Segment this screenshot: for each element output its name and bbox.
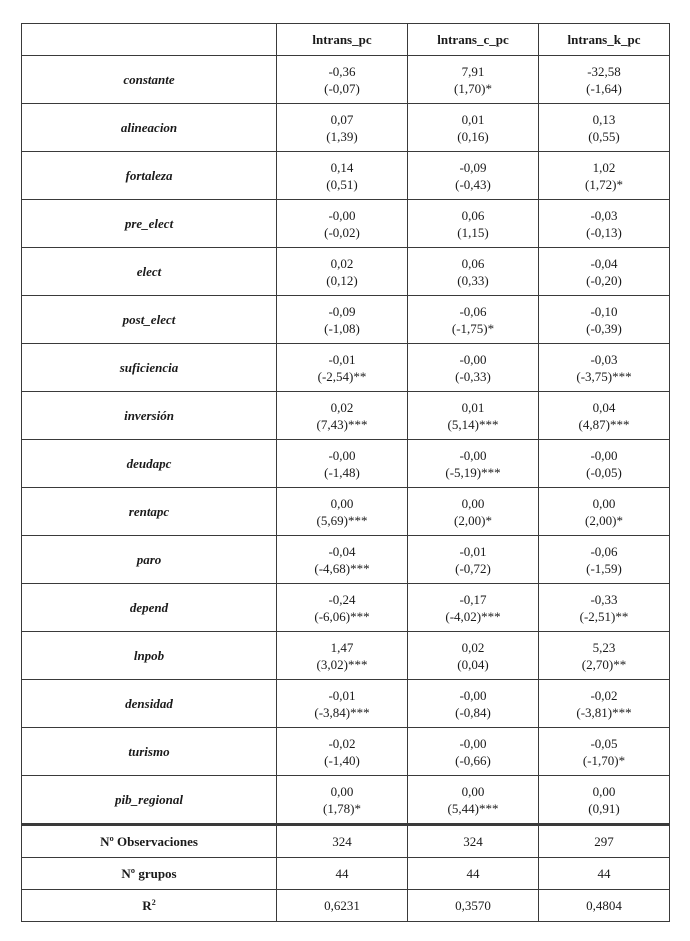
- coefficient-cell: [539, 152, 670, 200]
- coefficient-cell: [408, 440, 539, 488]
- coefficient-cell: [539, 200, 670, 248]
- coefficient-cell: [539, 392, 670, 440]
- r-squared-base: R: [142, 898, 152, 913]
- r-squared-exponent: 2: [151, 898, 156, 907]
- coefficient-cell: [408, 392, 539, 440]
- coefficient-cell: [277, 296, 408, 344]
- t-statistic: (5,44)***: [447, 800, 499, 816]
- column-header-lntrans-pc: lntrans_pc: [277, 24, 408, 56]
- t-statistic: (0,16): [457, 128, 489, 144]
- t-statistic: (1,70)*: [454, 80, 492, 96]
- t-statistic: (-0,13): [586, 224, 622, 240]
- table-row: [22, 584, 670, 632]
- regression-results-table: [21, 23, 670, 922]
- table-row: [22, 56, 670, 104]
- header-corner-cell: [22, 24, 277, 56]
- t-statistic: (-2,54)**: [317, 368, 367, 384]
- coefficient-value: -0,00: [459, 735, 487, 751]
- coefficient-value: -0,36: [328, 63, 356, 79]
- coefficient-value: -0,33: [590, 591, 618, 607]
- coefficient-value: 0,13: [592, 111, 616, 127]
- coefficient-cell: [277, 728, 408, 776]
- coefficient-cell: [539, 488, 670, 536]
- coefficient-cell: [408, 200, 539, 248]
- table-row: [22, 776, 670, 825]
- coefficient-value: -0,01: [459, 543, 487, 559]
- t-statistic: (2,00)*: [454, 512, 492, 528]
- t-statistic: (5,14)***: [447, 416, 499, 432]
- coefficient-value: -0,00: [459, 447, 487, 463]
- coefficient-cell: [408, 104, 539, 152]
- t-statistic: (-1,48): [324, 464, 360, 480]
- coefficient-value: 0,00: [330, 495, 354, 511]
- coefficient-cell: [539, 248, 670, 296]
- stats-value: 44: [539, 858, 670, 890]
- coefficient-value: -0,03: [590, 351, 618, 367]
- t-statistic: (-0,05): [586, 464, 622, 480]
- coefficient-cell: [408, 536, 539, 584]
- variable-name: turismo: [22, 728, 277, 776]
- coefficient-cell: [539, 344, 670, 392]
- t-statistic: (1,39): [326, 128, 358, 144]
- coefficient-cell: [408, 776, 539, 825]
- t-statistic: (-1,59): [586, 560, 622, 576]
- stats-row-observations: [22, 825, 670, 858]
- coefficient-value: 0,00: [592, 495, 616, 511]
- coefficient-value: -32,58: [587, 63, 621, 79]
- t-statistic: (-5,19)***: [445, 464, 501, 480]
- coefficient-cell: [277, 632, 408, 680]
- t-statistic: (1,78)*: [323, 800, 361, 816]
- t-statistic: (-0,33): [455, 368, 491, 384]
- variable-name: depend: [22, 584, 277, 632]
- coefficient-value: 0,00: [461, 495, 485, 511]
- t-statistic: (0,33): [457, 272, 489, 288]
- coefficient-value: -0,04: [328, 543, 356, 559]
- t-statistic: (-1,40): [324, 752, 360, 768]
- t-statistic: (-0,39): [586, 320, 622, 336]
- coefficient-value: -0,06: [459, 303, 487, 319]
- coefficient-value: 0,06: [461, 207, 485, 223]
- variable-name: constante: [22, 56, 277, 104]
- variable-name: alineacion: [22, 104, 277, 152]
- coefficient-value: -0,09: [328, 303, 356, 319]
- coefficient-value: -0,00: [590, 447, 618, 463]
- t-statistic: (5,69)***: [316, 512, 368, 528]
- variable-name: pre_elect: [22, 200, 277, 248]
- coefficient-cell: [277, 104, 408, 152]
- variable-name: pib_regional: [22, 776, 277, 825]
- t-statistic: (-1,70)*: [582, 752, 626, 768]
- coefficient-value: -0,02: [590, 687, 618, 703]
- coefficient-value: 0,04: [592, 399, 616, 415]
- coefficient-value: -0,04: [590, 255, 618, 271]
- coefficient-value: 0,00: [461, 783, 485, 799]
- stats-value: 44: [408, 858, 539, 890]
- coefficient-value: -0,03: [590, 207, 618, 223]
- t-statistic: (0,55): [588, 128, 620, 144]
- coefficient-value: -0,00: [459, 351, 487, 367]
- table-row: [22, 488, 670, 536]
- table-row: [22, 248, 670, 296]
- coefficient-cell: [277, 536, 408, 584]
- coefficient-cell: [539, 632, 670, 680]
- column-header-lntrans-k-pc: lntrans_k_pc: [539, 24, 670, 56]
- coefficient-value: -0,24: [328, 591, 356, 607]
- t-statistic: (0,12): [326, 272, 358, 288]
- t-statistic: (7,43)***: [316, 416, 368, 432]
- stats-value: 0,3570: [408, 890, 539, 922]
- t-statistic: (-0,07): [324, 80, 360, 96]
- coefficient-cell: [539, 296, 670, 344]
- coefficient-cell: [277, 584, 408, 632]
- t-statistic: (-0,02): [324, 224, 360, 240]
- coefficient-cell: [408, 488, 539, 536]
- coefficient-value: 5,23: [592, 639, 616, 655]
- stats-label: Nº grupos: [22, 858, 277, 890]
- variable-name: fortaleza: [22, 152, 277, 200]
- t-statistic: (-1,75)*: [451, 320, 495, 336]
- table-row: [22, 392, 670, 440]
- coefficient-value: 0,00: [592, 783, 616, 799]
- coefficient-value: 0,14: [330, 159, 354, 175]
- coefficient-value: 0,01: [461, 111, 485, 127]
- coefficient-cell: [408, 632, 539, 680]
- t-statistic: (-3,81)***: [576, 704, 632, 720]
- coefficient-value: -0,00: [459, 687, 487, 703]
- stats-value: 297: [539, 825, 670, 858]
- coefficient-cell: [408, 56, 539, 104]
- coefficient-value: 0,02: [461, 639, 485, 655]
- coefficient-value: 1,47: [330, 639, 354, 655]
- coefficient-cell: [539, 680, 670, 728]
- coefficient-cell: [277, 680, 408, 728]
- t-statistic: (-3,75)***: [576, 368, 632, 384]
- stats-value: 324: [277, 825, 408, 858]
- t-statistic: (3,02)***: [316, 656, 368, 672]
- coefficient-cell: [539, 584, 670, 632]
- coefficient-cell: [408, 344, 539, 392]
- t-statistic: (1,72)*: [585, 176, 623, 192]
- t-statistic: (-0,84): [455, 704, 491, 720]
- coefficient-cell: [539, 776, 670, 825]
- column-header-lntrans-c-pc: lntrans_c_pc: [408, 24, 539, 56]
- stats-value: 44: [277, 858, 408, 890]
- coefficient-value: -0,05: [590, 735, 618, 751]
- coefficient-cell: [408, 152, 539, 200]
- coefficient-value: -0,01: [328, 351, 356, 367]
- coefficient-value: 0,00: [330, 783, 354, 799]
- table-row: [22, 200, 670, 248]
- header-row: [22, 24, 670, 56]
- coefficient-rows: [22, 56, 670, 825]
- variable-name: suficiencia: [22, 344, 277, 392]
- coefficient-value: 1,02: [592, 159, 616, 175]
- t-statistic: (4,87)***: [578, 416, 630, 432]
- t-statistic: (0,91): [588, 800, 620, 816]
- stats-row-r-squared: [22, 890, 670, 922]
- coefficient-value: -0,10: [590, 303, 618, 319]
- stats-row-groups: [22, 858, 670, 890]
- variable-name: deudapc: [22, 440, 277, 488]
- t-statistic: (2,70)**: [581, 656, 627, 672]
- coefficient-value: -0,06: [590, 543, 618, 559]
- table-row: [22, 632, 670, 680]
- t-statistic: (-1,08): [324, 320, 360, 336]
- variable-name: rentapc: [22, 488, 277, 536]
- table-row: [22, 152, 670, 200]
- coefficient-value: -0,17: [459, 591, 487, 607]
- coefficient-value: 0,07: [330, 111, 354, 127]
- coefficient-value: -0,01: [328, 687, 356, 703]
- coefficient-cell: [539, 728, 670, 776]
- variable-name: post_elect: [22, 296, 277, 344]
- t-statistic: (1,15): [457, 224, 489, 240]
- table-row: [22, 440, 670, 488]
- coefficient-cell: [277, 488, 408, 536]
- coefficient-cell: [408, 248, 539, 296]
- variable-name: lnpob: [22, 632, 277, 680]
- stats-label: Nº Observaciones: [22, 825, 277, 858]
- coefficient-value: -0,00: [328, 447, 356, 463]
- coefficient-cell: [277, 152, 408, 200]
- t-statistic: (-1,64): [586, 80, 622, 96]
- variable-name: inversión: [22, 392, 277, 440]
- stats-value: 0,4804: [539, 890, 670, 922]
- table-row: [22, 104, 670, 152]
- table-row: [22, 536, 670, 584]
- stats-value: 324: [408, 825, 539, 858]
- coefficient-value: -0,09: [459, 159, 487, 175]
- t-statistic: (0,51): [326, 176, 358, 192]
- stats-value: 0,6231: [277, 890, 408, 922]
- coefficient-value: -0,00: [328, 207, 356, 223]
- coefficient-cell: [539, 56, 670, 104]
- coefficient-cell: [408, 296, 539, 344]
- t-statistic: (2,00)*: [585, 512, 623, 528]
- table-row: [22, 680, 670, 728]
- t-statistic: (-3,84)***: [314, 704, 370, 720]
- t-statistic: (-0,20): [586, 272, 622, 288]
- coefficient-value: 0,02: [330, 255, 354, 271]
- table-row: [22, 344, 670, 392]
- t-statistic: (-0,66): [455, 752, 491, 768]
- t-statistic: (-0,43): [455, 176, 491, 192]
- coefficient-value: 0,02: [330, 399, 354, 415]
- table-row: [22, 296, 670, 344]
- coefficient-value: 0,06: [461, 255, 485, 271]
- coefficient-cell: [539, 440, 670, 488]
- coefficient-cell: [539, 104, 670, 152]
- t-statistic: (-2,51)**: [579, 608, 629, 624]
- coefficient-cell: [277, 392, 408, 440]
- summary-statistics: [22, 825, 670, 922]
- table-row: [22, 728, 670, 776]
- coefficient-cell: [408, 680, 539, 728]
- coefficient-cell: [277, 344, 408, 392]
- variable-name: densidad: [22, 680, 277, 728]
- stats-label: [22, 890, 277, 922]
- t-statistic: (-0,72): [455, 560, 491, 576]
- coefficient-cell: [277, 56, 408, 104]
- t-statistic: (-4,68)***: [314, 560, 370, 576]
- coefficient-cell: [539, 536, 670, 584]
- coefficient-value: -0,02: [328, 735, 356, 751]
- coefficient-cell: [277, 248, 408, 296]
- coefficient-value: 0,01: [461, 399, 485, 415]
- coefficient-cell: [277, 776, 408, 825]
- t-statistic: (-4,02)***: [445, 608, 501, 624]
- variable-name: paro: [22, 536, 277, 584]
- coefficient-cell: [408, 728, 539, 776]
- t-statistic: (0,04): [457, 656, 489, 672]
- coefficient-cell: [277, 440, 408, 488]
- coefficient-value: 7,91: [461, 63, 485, 79]
- t-statistic: (-6,06)***: [314, 608, 370, 624]
- coefficient-cell: [408, 584, 539, 632]
- coefficient-cell: [277, 200, 408, 248]
- variable-name: elect: [22, 248, 277, 296]
